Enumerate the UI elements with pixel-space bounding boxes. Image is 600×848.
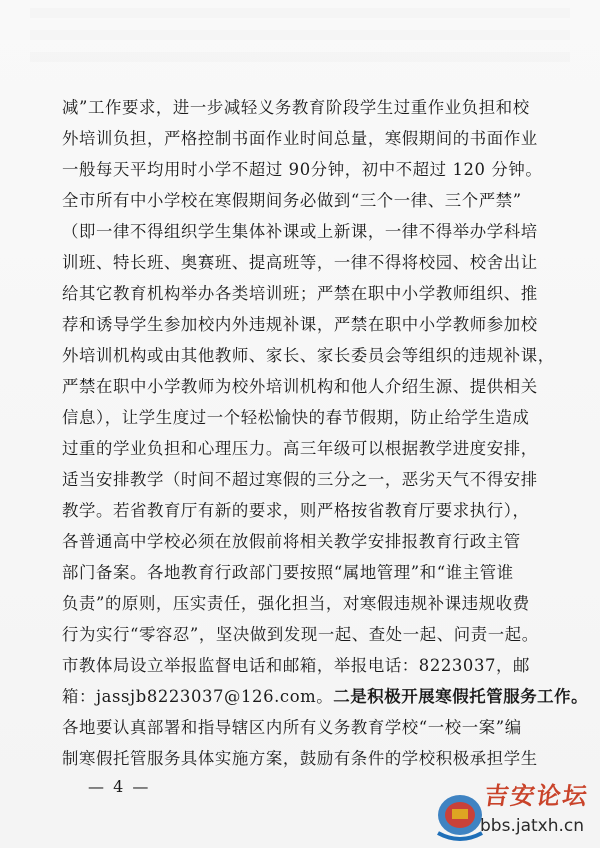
body-line: 给其它教育机构举办各类培训班；严禁在职中小学教师组织、推 xyxy=(62,284,538,303)
body-line: 一般每天平均用时小学不超过 90分钟，初中不超过 120 分钟。 xyxy=(62,160,543,179)
body-line: 训班、特长班、奥赛班、提高班等，一律不得将校园、校舍出让 xyxy=(62,253,538,272)
body-line-mixed xyxy=(62,681,589,712)
body-line: 部门备案。各地教育行政部门要按照“属地管理”和“谁主管谁 xyxy=(62,563,514,582)
body-line: 严禁在职中小学教师为校外培训机构和他人介绍生源、提供相关 xyxy=(62,377,538,396)
body-line: 行为实行“零容忍”，坚决做到发现一起、查处一起、问责一起。 xyxy=(62,625,539,644)
email-text: 箱：jassjb8223037@126.com。 xyxy=(62,687,334,706)
body-line: （即一律不得组织学生集体补课或上新课，一律不得举办学科培 xyxy=(62,222,538,241)
body-line: 外培训负担，严格控制书面作业时间总量，寒假期间的书面作业 xyxy=(62,129,538,148)
body-line: 外培训机构或由其他教师、家长、家长委员会等组织的违规补课， xyxy=(62,346,555,365)
watermark-url: bbs.jatxh.cn xyxy=(480,816,585,836)
body-line: 减”工作要求，进一步减轻义务教育阶段学生过重作业负担和校 xyxy=(62,98,530,117)
body-line: 荐和诱导学生参加校内外违规补课，严禁在职中小学教师参加校 xyxy=(62,315,538,334)
body-line: 制寒假托管服务具体实施方案，鼓励有条件的学校积极承担学生 xyxy=(62,749,538,768)
document-body xyxy=(62,92,589,774)
body-line: 各普通高中学校必须在放假前将相关教学安排报教育行政主管 xyxy=(62,532,521,551)
body-line: 适当安排教学（时间不超过寒假的三分之一，恶劣天气不得安排 xyxy=(62,470,538,489)
body-line: 负责”的原则，压实责任，强化担当，对寒假违规补课违规收费 xyxy=(62,594,530,613)
body-line: 全市所有中小学校在寒假期间务必做到“三个一律、三个严禁” xyxy=(62,191,522,210)
body-line: 市教体局设立举报监督电话和邮箱，举报电话：8223037，邮 xyxy=(62,656,530,675)
bleed-through-shadow xyxy=(30,8,570,68)
page-number: — 4 — xyxy=(88,777,151,796)
body-line: 各地要认真部署和指导辖区内所有义务教育学校“一校一案”编 xyxy=(62,718,522,737)
body-line: 教学。若省教育厅有新的要求，则严格按省教育厅要求执行）， xyxy=(62,501,530,520)
body-line: 过重的学业负担和心理压力。高三年级可以根据教学进度安排， xyxy=(62,439,538,458)
section-heading-inline: 二是积极开展寒假托管服务工作。 xyxy=(333,687,589,706)
body-line: 信息），让学生度过一个轻松愉快的春节假期，防止给学生造成 xyxy=(62,408,530,427)
watermark-title: 吉安论坛 xyxy=(482,782,591,810)
